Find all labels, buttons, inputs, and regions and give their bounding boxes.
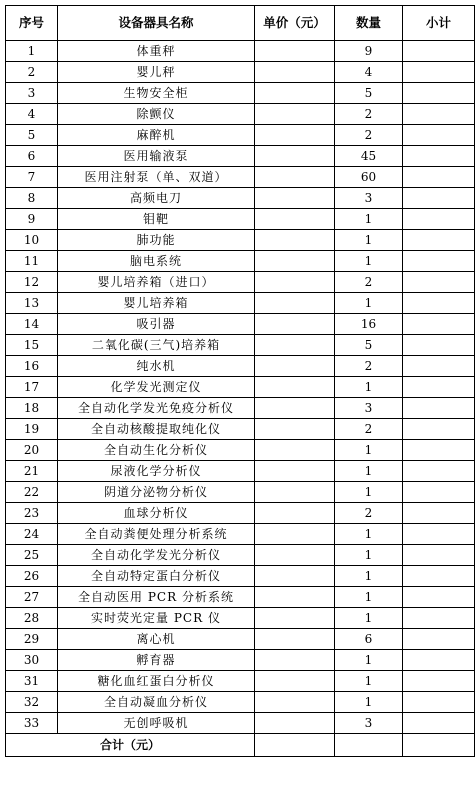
cell-subtotal — [403, 398, 475, 419]
cell-quantity: 1 — [335, 587, 403, 608]
cell-quantity: 4 — [335, 62, 403, 83]
cell-serial: 5 — [6, 125, 58, 146]
cell-equipment-name: 全自动医用 PCR 分析系统 — [58, 587, 255, 608]
cell-unit-price — [255, 41, 335, 62]
cell-subtotal — [403, 419, 475, 440]
cell-subtotal — [403, 209, 475, 230]
table-row — [6, 83, 475, 104]
table-row — [6, 524, 475, 545]
total-quantity — [335, 734, 403, 757]
cell-quantity: 5 — [335, 335, 403, 356]
cell-unit-price — [255, 293, 335, 314]
cell-serial: 20 — [6, 440, 58, 461]
cell-quantity: 3 — [335, 188, 403, 209]
cell-quantity: 45 — [335, 146, 403, 167]
cell-quantity: 1 — [335, 650, 403, 671]
cell-serial: 10 — [6, 230, 58, 251]
cell-serial: 7 — [6, 167, 58, 188]
cell-serial: 25 — [6, 545, 58, 566]
cell-quantity: 1 — [335, 692, 403, 713]
table-row — [6, 62, 475, 83]
cell-equipment-name: 无创呼吸机 — [58, 713, 255, 734]
cell-equipment-name: 吸引器 — [58, 314, 255, 335]
cell-serial: 11 — [6, 251, 58, 272]
cell-unit-price — [255, 482, 335, 503]
cell-equipment-name: 生物安全柜 — [58, 83, 255, 104]
cell-subtotal — [403, 608, 475, 629]
cell-subtotal — [403, 482, 475, 503]
cell-subtotal — [403, 272, 475, 293]
cell-serial: 4 — [6, 104, 58, 125]
cell-unit-price — [255, 440, 335, 461]
cell-unit-price — [255, 692, 335, 713]
cell-unit-price — [255, 272, 335, 293]
cell-unit-price — [255, 398, 335, 419]
cell-subtotal — [403, 650, 475, 671]
cell-serial: 26 — [6, 566, 58, 587]
cell-unit-price — [255, 524, 335, 545]
header-serial: 序号 — [6, 6, 58, 41]
cell-subtotal — [403, 503, 475, 524]
cell-quantity: 1 — [335, 251, 403, 272]
cell-serial: 30 — [6, 650, 58, 671]
cell-equipment-name: 全自动化学发光免疫分析仪 — [58, 398, 255, 419]
cell-unit-price — [255, 83, 335, 104]
cell-unit-price — [255, 629, 335, 650]
table-row — [6, 356, 475, 377]
cell-quantity: 2 — [335, 125, 403, 146]
header-equipment-name: 设备器具名称 — [58, 6, 255, 41]
cell-subtotal — [403, 314, 475, 335]
cell-equipment-name: 阴道分泌物分析仪 — [58, 482, 255, 503]
cell-equipment-name: 婴儿培养箱 — [58, 293, 255, 314]
cell-subtotal — [403, 440, 475, 461]
table-row — [6, 230, 475, 251]
table-row — [6, 650, 475, 671]
cell-unit-price — [255, 188, 335, 209]
cell-equipment-name: 糖化血红蛋白分析仪 — [58, 671, 255, 692]
table-row — [6, 440, 475, 461]
cell-quantity: 60 — [335, 167, 403, 188]
cell-unit-price — [255, 104, 335, 125]
cell-equipment-name: 尿液化学分析仪 — [58, 461, 255, 482]
cell-quantity: 1 — [335, 461, 403, 482]
cell-quantity: 1 — [335, 566, 403, 587]
cell-subtotal — [403, 671, 475, 692]
cell-quantity: 1 — [335, 545, 403, 566]
cell-subtotal — [403, 461, 475, 482]
cell-quantity: 3 — [335, 398, 403, 419]
cell-equipment-name: 除颤仪 — [58, 104, 255, 125]
table-body — [6, 41, 475, 734]
cell-equipment-name: 医用输液泵 — [58, 146, 255, 167]
cell-serial: 24 — [6, 524, 58, 545]
cell-unit-price — [255, 461, 335, 482]
cell-equipment-name: 化学发光测定仪 — [58, 377, 255, 398]
cell-quantity: 1 — [335, 608, 403, 629]
cell-serial: 22 — [6, 482, 58, 503]
cell-quantity: 2 — [335, 104, 403, 125]
cell-quantity: 16 — [335, 314, 403, 335]
cell-serial: 18 — [6, 398, 58, 419]
cell-unit-price — [255, 146, 335, 167]
total-row — [6, 734, 475, 757]
table-row — [6, 209, 475, 230]
table-row — [6, 629, 475, 650]
cell-serial: 32 — [6, 692, 58, 713]
table-row — [6, 335, 475, 356]
table-row — [6, 713, 475, 734]
cell-serial: 19 — [6, 419, 58, 440]
cell-subtotal — [403, 104, 475, 125]
cell-subtotal — [403, 356, 475, 377]
cell-unit-price — [255, 650, 335, 671]
table-row — [6, 671, 475, 692]
cell-subtotal — [403, 167, 475, 188]
cell-quantity: 1 — [335, 293, 403, 314]
cell-unit-price — [255, 62, 335, 83]
table-row — [6, 167, 475, 188]
cell-quantity: 1 — [335, 482, 403, 503]
cell-quantity: 1 — [335, 230, 403, 251]
table-row — [6, 146, 475, 167]
cell-serial: 14 — [6, 314, 58, 335]
cell-serial: 21 — [6, 461, 58, 482]
cell-equipment-name: 孵育器 — [58, 650, 255, 671]
table-row — [6, 608, 475, 629]
cell-equipment-name: 高频电刀 — [58, 188, 255, 209]
cell-subtotal — [403, 125, 475, 146]
cell-equipment-name: 全自动化学发光分析仪 — [58, 545, 255, 566]
cell-serial: 28 — [6, 608, 58, 629]
total-subtotal — [403, 734, 475, 757]
cell-unit-price — [255, 713, 335, 734]
cell-equipment-name: 钼靶 — [58, 209, 255, 230]
cell-serial: 2 — [6, 62, 58, 83]
total-price — [255, 734, 335, 757]
cell-subtotal — [403, 692, 475, 713]
cell-subtotal — [403, 566, 475, 587]
cell-quantity: 2 — [335, 272, 403, 293]
cell-subtotal — [403, 146, 475, 167]
cell-subtotal — [403, 629, 475, 650]
cell-quantity: 6 — [335, 629, 403, 650]
cell-quantity: 9 — [335, 41, 403, 62]
cell-serial: 13 — [6, 293, 58, 314]
cell-subtotal — [403, 545, 475, 566]
cell-serial: 27 — [6, 587, 58, 608]
cell-serial: 3 — [6, 83, 58, 104]
table-row — [6, 251, 475, 272]
cell-subtotal — [403, 188, 475, 209]
cell-subtotal — [403, 230, 475, 251]
table-row — [6, 587, 475, 608]
cell-unit-price — [255, 566, 335, 587]
cell-unit-price — [255, 209, 335, 230]
cell-subtotal — [403, 524, 475, 545]
cell-unit-price — [255, 608, 335, 629]
cell-unit-price — [255, 587, 335, 608]
cell-subtotal — [403, 377, 475, 398]
table-row — [6, 461, 475, 482]
cell-serial: 16 — [6, 356, 58, 377]
cell-unit-price — [255, 167, 335, 188]
cell-equipment-name: 全自动粪便处理分析系统 — [58, 524, 255, 545]
cell-unit-price — [255, 377, 335, 398]
cell-equipment-name: 婴儿秤 — [58, 62, 255, 83]
cell-equipment-name: 全自动特定蛋白分析仪 — [58, 566, 255, 587]
cell-equipment-name: 婴儿培养箱（进口） — [58, 272, 255, 293]
cell-quantity: 1 — [335, 377, 403, 398]
cell-quantity: 1 — [335, 209, 403, 230]
table-row — [6, 314, 475, 335]
cell-equipment-name: 离心机 — [58, 629, 255, 650]
header-quantity: 数量 — [335, 6, 403, 41]
cell-serial: 1 — [6, 41, 58, 62]
table-row — [6, 398, 475, 419]
cell-subtotal — [403, 293, 475, 314]
cell-equipment-name: 实时荧光定量 PCR 仪 — [58, 608, 255, 629]
cell-serial: 17 — [6, 377, 58, 398]
table-row — [6, 41, 475, 62]
cell-unit-price — [255, 125, 335, 146]
table-row — [6, 692, 475, 713]
cell-serial: 12 — [6, 272, 58, 293]
cell-equipment-name: 脑电系统 — [58, 251, 255, 272]
cell-unit-price — [255, 419, 335, 440]
cell-equipment-name: 血球分析仪 — [58, 503, 255, 524]
cell-unit-price — [255, 230, 335, 251]
cell-serial: 8 — [6, 188, 58, 209]
equipment-table — [5, 5, 475, 757]
table-row — [6, 419, 475, 440]
table-row — [6, 566, 475, 587]
cell-equipment-name: 肺功能 — [58, 230, 255, 251]
cell-equipment-name: 体重秤 — [58, 41, 255, 62]
cell-equipment-name: 麻醉机 — [58, 125, 255, 146]
cell-quantity: 3 — [335, 713, 403, 734]
cell-serial: 31 — [6, 671, 58, 692]
cell-unit-price — [255, 356, 335, 377]
table-row — [6, 125, 475, 146]
cell-unit-price — [255, 314, 335, 335]
table-row — [6, 377, 475, 398]
cell-equipment-name: 纯水机 — [58, 356, 255, 377]
cell-quantity: 1 — [335, 524, 403, 545]
cell-equipment-name: 医用注射泵（单、双道） — [58, 167, 255, 188]
cell-quantity: 2 — [335, 356, 403, 377]
cell-serial: 33 — [6, 713, 58, 734]
table-row — [6, 503, 475, 524]
cell-serial: 23 — [6, 503, 58, 524]
cell-quantity: 5 — [335, 83, 403, 104]
cell-equipment-name: 全自动生化分析仪 — [58, 440, 255, 461]
table-row — [6, 545, 475, 566]
table-row — [6, 293, 475, 314]
cell-unit-price — [255, 251, 335, 272]
cell-subtotal — [403, 587, 475, 608]
cell-serial: 29 — [6, 629, 58, 650]
header-subtotal: 小计 — [403, 6, 475, 41]
cell-unit-price — [255, 671, 335, 692]
cell-unit-price — [255, 545, 335, 566]
cell-quantity: 2 — [335, 419, 403, 440]
table-row — [6, 104, 475, 125]
cell-subtotal — [403, 41, 475, 62]
cell-equipment-name: 全自动凝血分析仪 — [58, 692, 255, 713]
table-row — [6, 188, 475, 209]
cell-serial: 9 — [6, 209, 58, 230]
cell-subtotal — [403, 62, 475, 83]
cell-serial: 15 — [6, 335, 58, 356]
cell-quantity: 1 — [335, 671, 403, 692]
cell-subtotal — [403, 335, 475, 356]
header-row — [6, 6, 475, 41]
cell-quantity: 1 — [335, 440, 403, 461]
cell-subtotal — [403, 713, 475, 734]
cell-serial: 6 — [6, 146, 58, 167]
header-unit-price: 单价（元） — [255, 6, 335, 41]
cell-subtotal — [403, 83, 475, 104]
total-label: 合计（元） — [6, 734, 255, 757]
cell-unit-price — [255, 503, 335, 524]
cell-subtotal — [403, 251, 475, 272]
cell-equipment-name: 二氧化碳(三气)培养箱 — [58, 335, 255, 356]
table-row — [6, 482, 475, 503]
table-row — [6, 272, 475, 293]
cell-equipment-name: 全自动核酸提取纯化仪 — [58, 419, 255, 440]
cell-unit-price — [255, 335, 335, 356]
cell-quantity: 2 — [335, 503, 403, 524]
